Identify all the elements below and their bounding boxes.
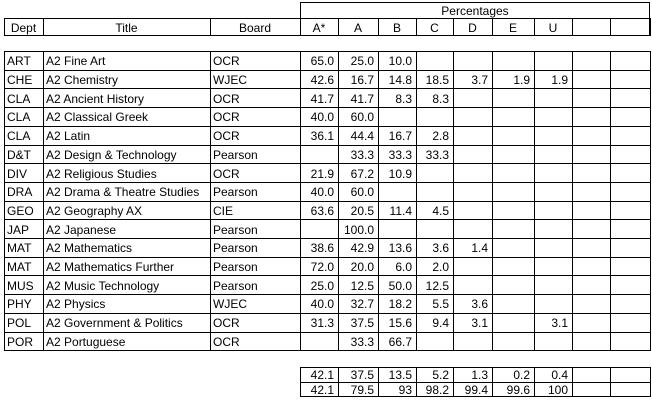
grade-col-divider xyxy=(416,18,417,36)
row-dept: CLA xyxy=(7,110,31,125)
row-grade-value: 33.3 xyxy=(388,147,412,162)
row-grade-value: 33.3 xyxy=(350,147,374,162)
row-dept: JAP xyxy=(7,222,30,237)
grade-col-divider xyxy=(534,18,535,36)
row-grade-value: 41.7 xyxy=(350,91,374,106)
row-border xyxy=(4,257,650,258)
row-grade-value xyxy=(416,107,453,126)
row-grade-value: 11.4 xyxy=(389,203,412,218)
row-board: Pearson xyxy=(213,278,258,293)
row-title: A2 Drama & Theatre Studies xyxy=(46,185,200,200)
col-border xyxy=(338,51,339,351)
row-dept: ART xyxy=(7,54,31,69)
total-value: 37.5 xyxy=(350,368,374,382)
row-grade-value xyxy=(453,332,492,351)
row-grade-value xyxy=(416,163,453,182)
header-grade-5: E xyxy=(508,21,517,35)
total-value: 0.2 xyxy=(513,368,530,382)
header-title: Title xyxy=(115,21,138,35)
row-title: A2 Religious Studies xyxy=(46,166,157,181)
row-title: A2 Physics xyxy=(46,297,106,312)
row-grade-value: 8.3 xyxy=(432,91,449,106)
row-grade-value xyxy=(534,145,572,164)
row-grade-value xyxy=(453,182,492,201)
row-dept: DIV xyxy=(7,166,28,181)
row-grade-value xyxy=(534,126,572,145)
row-grade-value xyxy=(453,51,492,70)
row-grade-value: 72.0 xyxy=(310,260,334,275)
total-value: 42.1 xyxy=(310,368,334,382)
totals-col-border xyxy=(572,367,573,397)
row-grade-value: 66.7 xyxy=(388,334,412,349)
col-border xyxy=(43,51,44,351)
row-dept: CLA xyxy=(7,129,31,144)
totals-col-border xyxy=(453,367,454,397)
row-grade-value xyxy=(492,145,534,164)
row-border xyxy=(4,70,650,71)
row-border xyxy=(4,88,650,89)
row-grade-value xyxy=(453,145,492,164)
row-grade-value xyxy=(492,294,534,313)
row-grade-value: 4.5 xyxy=(432,203,449,218)
row-grade-value xyxy=(378,182,416,201)
row-grade-value xyxy=(300,219,338,238)
grade-col-divider xyxy=(378,18,379,36)
row-grade-value: 18.5 xyxy=(425,73,449,88)
total-value: 0.4 xyxy=(551,368,568,382)
row-border xyxy=(4,51,650,52)
row-grade-value: 3.6 xyxy=(471,297,488,312)
totals-col-border xyxy=(378,367,379,397)
row-grade-value: 42.9 xyxy=(350,241,374,256)
row-grade-value xyxy=(492,275,534,294)
row-board: Pearson xyxy=(213,260,258,275)
row-grade-value: 25.0 xyxy=(310,278,334,293)
row-grade-value xyxy=(534,275,572,294)
row-dept: CLA xyxy=(7,91,31,106)
col-border xyxy=(572,51,573,351)
row-grade-value: 16.7 xyxy=(388,129,412,144)
row-grade-value xyxy=(492,201,534,220)
row-grade-value xyxy=(492,88,534,107)
row-border xyxy=(4,313,650,314)
row-border xyxy=(4,238,650,239)
header-col-divider xyxy=(210,18,211,36)
row-grade-value: 6.0 xyxy=(395,260,412,275)
row-grade-value: 44.4 xyxy=(350,129,374,144)
row-grade-value xyxy=(453,201,492,220)
row-grade-value: 5.5 xyxy=(432,297,449,312)
row-grade-value xyxy=(492,257,534,276)
row-title: A2 Design & Technology xyxy=(46,147,177,162)
col-border xyxy=(300,51,301,351)
row-border xyxy=(4,182,650,183)
row-board: Pearson xyxy=(213,241,258,256)
col-border xyxy=(210,51,211,351)
row-grade-value: 1.4 xyxy=(471,241,488,256)
row-grade-value xyxy=(534,257,572,276)
row-grade-value: 20.5 xyxy=(350,203,374,218)
row-grade-value xyxy=(453,219,492,238)
totals-col-border xyxy=(610,367,611,397)
col-border xyxy=(610,51,611,351)
total-value: 79.5 xyxy=(350,382,374,396)
row-grade-value: 41.7 xyxy=(310,91,334,106)
row-border xyxy=(4,201,650,202)
row-grade-value: 10.0 xyxy=(388,54,412,69)
totals-col-border xyxy=(338,367,339,397)
header-grade-1: A xyxy=(353,21,362,35)
totals-col-border xyxy=(300,367,301,397)
row-grade-value xyxy=(453,126,492,145)
header-grade-4: D xyxy=(468,21,477,35)
row-grade-value: 25.0 xyxy=(350,54,374,69)
row-grade-value: 42.6 xyxy=(310,73,334,88)
row-grade-value xyxy=(534,238,572,257)
row-grade-value: 1.9 xyxy=(513,73,530,88)
header-top-border xyxy=(4,18,300,19)
row-dept: POL xyxy=(7,316,32,331)
total-value: 13.5 xyxy=(388,368,412,382)
row-grade-value: 36.1 xyxy=(310,129,334,144)
row-title: A2 Ancient History xyxy=(46,91,145,106)
row-grade-value xyxy=(300,332,338,351)
row-grade-value: 20.0 xyxy=(350,260,374,275)
row-board: OCR xyxy=(213,129,240,144)
grade-col-divider xyxy=(338,18,339,36)
header-percentages: Percentages xyxy=(441,4,509,18)
row-grade-value: 67.2 xyxy=(350,166,374,181)
row-grade-value xyxy=(534,88,572,107)
row-dept: DRA xyxy=(7,185,33,200)
row-board: OCR xyxy=(213,91,240,106)
row-board: WJEC xyxy=(213,73,247,88)
row-grade-value: 2.8 xyxy=(432,129,449,144)
grade-col-divider xyxy=(572,18,573,36)
row-grade-value: 37.5 xyxy=(350,316,374,331)
row-grade-value xyxy=(534,201,572,220)
row-grade-value xyxy=(492,238,534,257)
total-value: 5.2 xyxy=(432,368,449,382)
total-value: 1.3 xyxy=(471,368,488,382)
row-grade-value xyxy=(492,313,534,332)
total-value: 100 xyxy=(547,382,568,396)
row-grade-value xyxy=(492,126,534,145)
row-border xyxy=(4,145,650,146)
row-grade-value: 38.6 xyxy=(310,241,334,256)
header-board: Board xyxy=(238,21,272,35)
total-value: 99.4 xyxy=(464,382,488,396)
row-title: A2 Classical Greek xyxy=(46,110,149,125)
row-title: A2 Mathematics xyxy=(46,241,133,256)
row-grade-value: 3.7 xyxy=(471,73,488,88)
row-board: WJEC xyxy=(213,297,247,312)
row-border xyxy=(4,294,650,295)
row-grade-value xyxy=(300,145,338,164)
total-value: 99.6 xyxy=(506,382,530,396)
row-grade-value: 15.6 xyxy=(388,316,412,331)
row-grade-value xyxy=(416,332,453,351)
row-title: A2 Fine Art xyxy=(46,54,106,69)
row-dept: PHY xyxy=(7,297,32,312)
row-grade-value: 16.7 xyxy=(350,73,374,88)
totals-row-border xyxy=(300,396,650,397)
row-grade-value xyxy=(453,163,492,182)
row-border xyxy=(4,275,650,276)
row-board: OCR xyxy=(213,54,240,69)
row-grade-value: 14.8 xyxy=(388,73,412,88)
header-grade-2: B xyxy=(392,21,401,35)
row-grade-value xyxy=(492,51,534,70)
row-dept: MAT xyxy=(7,241,32,256)
row-title: A2 Geography AX xyxy=(46,203,143,218)
row-border xyxy=(4,219,650,220)
total-value: 93 xyxy=(398,382,412,396)
row-grade-value: 1.9 xyxy=(551,73,568,88)
row-grade-value: 40.0 xyxy=(310,110,334,125)
row-grade-value: 60.0 xyxy=(350,185,374,200)
row-grade-value xyxy=(534,51,572,70)
row-grade-value: 63.6 xyxy=(310,203,334,218)
row-board: OCR xyxy=(213,316,240,331)
row-board: OCR xyxy=(213,334,240,349)
row-border xyxy=(4,107,650,108)
header-bottom-border xyxy=(4,35,650,36)
row-grade-value: 100.0 xyxy=(343,222,374,237)
row-title: A2 Portuguese xyxy=(46,334,126,349)
row-grade-value xyxy=(453,107,492,126)
totals-col-border xyxy=(534,367,535,397)
row-grade-value: 3.1 xyxy=(551,316,568,331)
percentages-top-border xyxy=(300,2,650,3)
header-left-border xyxy=(4,18,5,36)
row-grade-value xyxy=(492,219,534,238)
row-grade-value xyxy=(416,219,453,238)
row-grade-value: 65.0 xyxy=(310,54,334,69)
grade-col-divider xyxy=(610,18,611,36)
header-col-divider xyxy=(43,18,44,36)
row-grade-value xyxy=(492,163,534,182)
row-grade-value: 40.0 xyxy=(310,185,334,200)
col-border xyxy=(534,51,535,351)
row-title: A2 Government & Politics xyxy=(46,316,183,331)
row-grade-value xyxy=(416,51,453,70)
header-grade-0: A* xyxy=(312,21,326,35)
row-title: A2 Japanese xyxy=(46,222,117,237)
row-title: A2 Chemistry xyxy=(46,73,119,88)
row-grade-value xyxy=(492,182,534,201)
col-border xyxy=(492,51,493,351)
col-border xyxy=(4,51,5,351)
row-grade-value xyxy=(416,182,453,201)
totals-col-border xyxy=(492,367,493,397)
header-grade-3: C xyxy=(430,21,439,35)
grade-col-divider xyxy=(453,18,454,36)
header-dept: Dept xyxy=(10,21,37,35)
totals-row-border xyxy=(300,382,650,383)
row-grade-value xyxy=(492,332,534,351)
total-value: 98.2 xyxy=(425,382,449,396)
row-grade-value: 3.1 xyxy=(471,316,488,331)
row-grade-value: 33.3 xyxy=(350,334,374,349)
row-board: OCR xyxy=(213,110,240,125)
row-board: Pearson xyxy=(213,222,258,237)
row-dept: POR xyxy=(7,334,34,349)
row-border xyxy=(4,126,650,127)
row-grade-value: 9.4 xyxy=(432,316,449,331)
grade-col-divider xyxy=(650,18,651,36)
row-dept: MUS xyxy=(7,278,34,293)
row-grade-value xyxy=(534,182,572,201)
row-border xyxy=(4,350,650,351)
row-title: A2 Mathematics Further xyxy=(46,260,175,275)
row-grade-value xyxy=(534,332,572,351)
grade-col-divider xyxy=(492,18,493,36)
row-board: CIE xyxy=(213,203,234,218)
row-grade-value xyxy=(492,107,534,126)
row-grade-value: 21.9 xyxy=(310,166,334,181)
row-title: A2 Music Technology xyxy=(46,278,160,293)
grades-top-border xyxy=(300,18,650,19)
row-grade-value: 32.7 xyxy=(350,297,374,312)
row-grade-value xyxy=(378,107,416,126)
row-board: Pearson xyxy=(213,147,258,162)
grade-col-divider xyxy=(300,18,301,36)
row-dept: CHE xyxy=(7,73,33,88)
row-grade-value xyxy=(378,219,416,238)
row-border xyxy=(4,332,650,333)
row-grade-value: 33.3 xyxy=(425,147,449,162)
col-border xyxy=(416,51,417,351)
header-grade-6: U xyxy=(548,21,558,35)
col-border xyxy=(378,51,379,351)
row-grade-value xyxy=(453,275,492,294)
row-dept: D&T xyxy=(7,147,31,162)
row-title: A2 Latin xyxy=(46,129,91,144)
row-grade-value xyxy=(534,294,572,313)
row-grade-value: 13.6 xyxy=(388,241,412,256)
row-grade-value: 12.5 xyxy=(425,278,449,293)
row-grade-value xyxy=(534,219,572,238)
row-grade-value: 60.0 xyxy=(350,110,374,125)
total-value: 42.1 xyxy=(310,382,334,396)
row-grade-value xyxy=(453,257,492,276)
totals-col-border xyxy=(416,367,417,397)
row-grade-value: 31.3 xyxy=(310,316,334,331)
row-dept: MAT xyxy=(7,260,32,275)
row-grade-value: 8.3 xyxy=(395,91,412,106)
row-grade-value: 18.2 xyxy=(388,297,412,312)
totals-col-border xyxy=(650,367,651,397)
row-grade-value xyxy=(534,107,572,126)
row-grade-value: 40.0 xyxy=(310,297,334,312)
row-border xyxy=(4,163,650,164)
row-grade-value: 50.0 xyxy=(388,278,412,293)
row-grade-value xyxy=(534,163,572,182)
row-grade-value: 10.9 xyxy=(388,166,412,181)
col-border xyxy=(650,51,651,351)
row-grade-value: 12.5 xyxy=(350,278,374,293)
row-grade-value: 3.6 xyxy=(432,241,449,256)
col-border xyxy=(453,51,454,351)
row-board: OCR xyxy=(213,166,240,181)
totals-row-border xyxy=(300,367,650,368)
row-board: Pearson xyxy=(213,185,258,200)
row-grade-value: 2.0 xyxy=(432,260,449,275)
row-dept: GEO xyxy=(7,203,34,218)
row-grade-value xyxy=(453,88,492,107)
